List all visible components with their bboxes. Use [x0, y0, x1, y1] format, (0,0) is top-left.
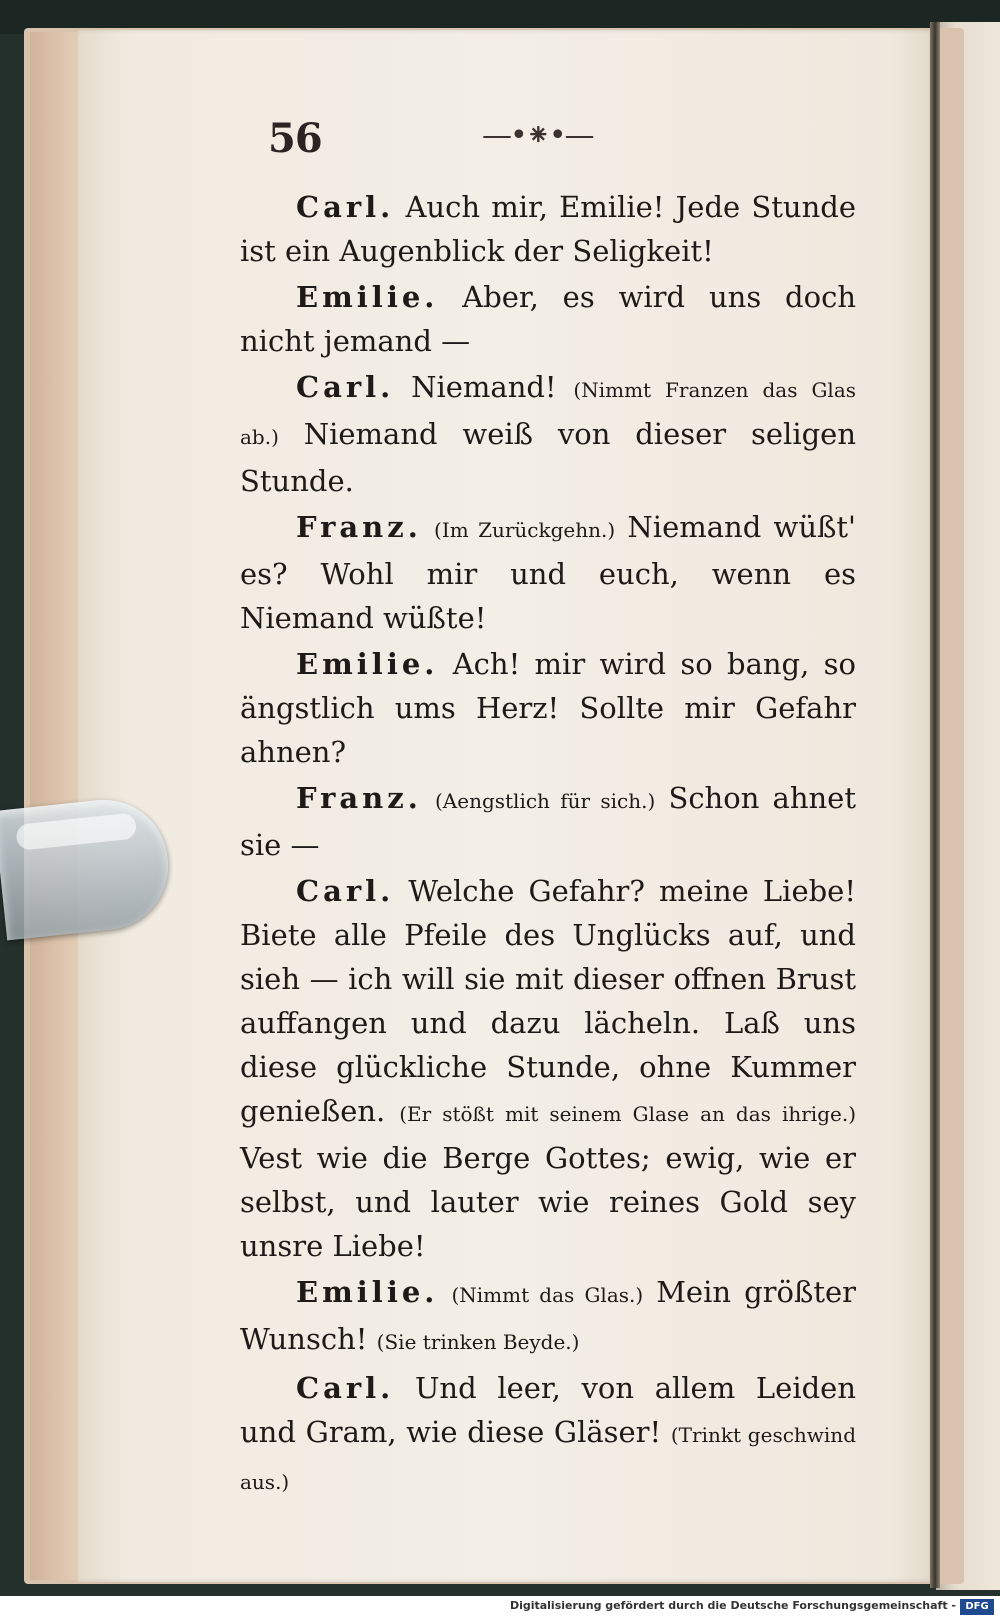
- dialogue-text: Und leer, von allem Leiden und Gram, wie diese Gläser!: [240, 1371, 856, 1449]
- book-gutter: [930, 22, 940, 1588]
- dialogue-text: Ach! mir wird so bang, so ängstlich ums Herz! Sollte mir Gefahr ahnen?: [240, 647, 857, 769]
- dialogue-paragraph: [240, 505, 856, 640]
- dialogue-text: Vest wie die Berge Gottes; ewig, wie er selbst, und lauter wie reines Gold sey unsre Liebe!: [240, 1141, 856, 1263]
- dialogue-paragraph: [240, 869, 856, 1268]
- dialogue-text: Niemand!: [411, 370, 557, 404]
- stage-direction: (Aengstlich für sich.): [434, 789, 656, 813]
- dialogue-text: Auch mir, Emilie! Jede Stunde ist ein Augenblick der Seligkeit!: [240, 190, 856, 268]
- dialogue-paragraph: [240, 642, 856, 774]
- dialogue-paragraph: [240, 1270, 856, 1364]
- dialogue-paragraph: [240, 275, 856, 363]
- dialogue-text: Aber, es wird uns doch nicht jemand —: [240, 280, 856, 358]
- digitization-footer: [0, 1596, 1000, 1620]
- speaker-name: Franz.: [296, 781, 422, 815]
- stage-direction: (Im Zurückgehn.): [434, 518, 616, 542]
- dialogue-text: Niemand weiß von dieser seligen Stunde.: [240, 417, 856, 498]
- speaker-name: Carl.: [296, 1371, 395, 1405]
- page-text: [240, 185, 856, 1506]
- dialogue-text: Mein größter Wunsch!: [240, 1275, 857, 1356]
- page-number: 56: [268, 115, 322, 162]
- clip-highlight: [15, 812, 137, 850]
- speaker-name: Carl.: [296, 370, 395, 404]
- speaker-name: Emilie.: [296, 647, 439, 681]
- dialogue-paragraph: [240, 185, 856, 273]
- speaker-name: Franz.: [296, 510, 422, 544]
- dfg-logo: DFG: [960, 1599, 994, 1615]
- dialogue-paragraph: [240, 776, 856, 867]
- speaker-name: Carl.: [296, 190, 395, 224]
- speaker-name: Carl.: [296, 874, 395, 908]
- speaker-name: Emilie.: [296, 1275, 439, 1309]
- stage-direction: (Trinkt geschwind aus.): [240, 1423, 856, 1494]
- footer-credit: Digitalisierung gefördert durch die Deutsche Forschungsgemeinschaft -: [509, 1599, 956, 1612]
- stage-direction: (Nimmt das Glas.): [451, 1283, 644, 1307]
- dialogue-text: Niemand wüßt' es? Wohl mir und euch, wenn es Niemand wüßte!: [240, 510, 856, 635]
- dialogue-text: Schon ahnet sie —: [240, 781, 857, 862]
- stage-direction: (Sie trinken Beyde.): [376, 1330, 580, 1354]
- stage-direction: (Nimmt Franzen das Glas ab.): [240, 378, 857, 449]
- stage-direction: (Er stößt mit seinem Glase an das ihrige.): [399, 1102, 856, 1126]
- dialogue-paragraph: [240, 1366, 856, 1504]
- speaker-name: Emilie.: [296, 280, 439, 314]
- dialogue-text: Welche Gefahr? meine Liebe! Biete alle Pfeile des Unglücks auf, und sieh — ich will sie mit dieser offnen Brust auffangen und dazu lächeln. Laß uns diese glückliche Stunde, ohne Kummer genießen.: [240, 874, 857, 1128]
- header-ornament: —•⁕•—: [482, 118, 593, 153]
- dialogue-paragraph: [240, 365, 856, 503]
